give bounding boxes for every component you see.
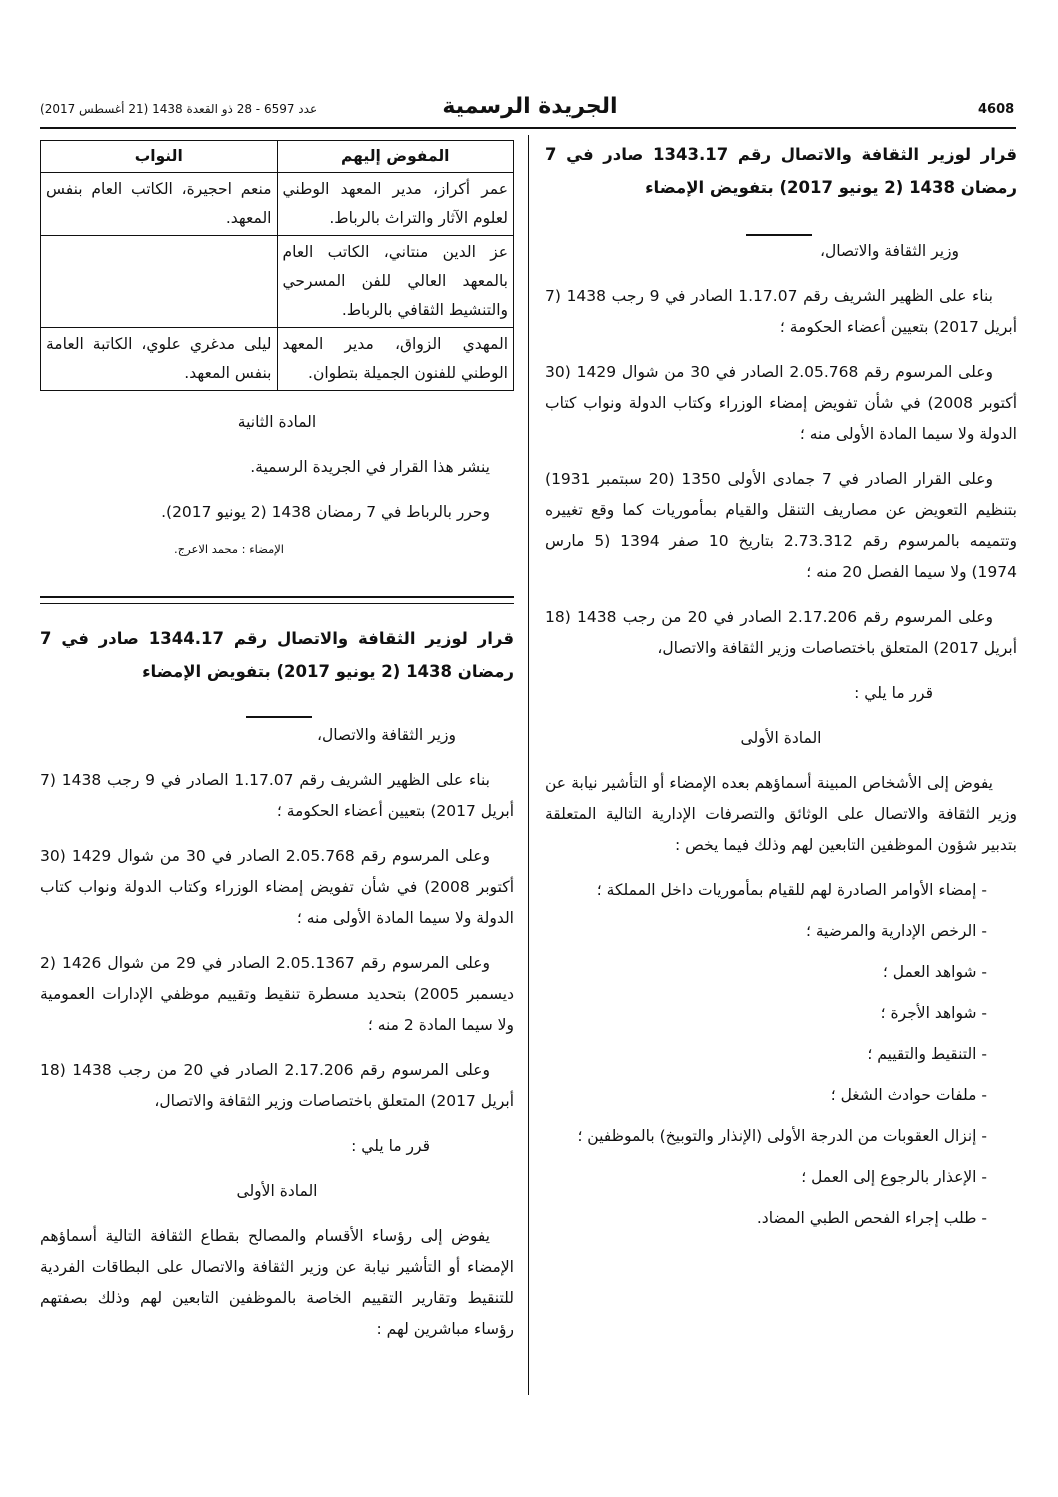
decision-1-article-2-heading: المادة الثانية — [237, 413, 317, 431]
decision-2-minister: وزير الثقافة والاتصال، — [316, 726, 456, 744]
gazette-title: الجريدة الرسمية — [442, 94, 618, 119]
decision-separator — [40, 596, 514, 604]
table-cell-delegate: عمر أكراز، مدير المعهد الوطني لعلوم الآثار والتراث بالرباط. — [277, 173, 514, 236]
decision-1-done-at: وحرر بالرباط في 7 رمضان 1438 (2 يونيو 2017). — [161, 503, 490, 521]
table-row — [41, 236, 514, 328]
decision-1-signature: الإمضاء : محمد الاعرج. — [174, 542, 284, 556]
decision-2-consideration-4: وعلى المرسوم رقم 2.17.206 الصادر في 20 من رجب 1438 (18 أبريل 2017) المتعلق باختصاصات وزير الثقافة والاتصال، — [40, 1061, 514, 1110]
decision-2-consideration-2: وعلى المرسوم رقم 2.05.768 الصادر في 30 من شوال 1429 (30 أكتوبر 2008) في شأن تفويض إمضاء الوزراء وكتاب الدولة ونواب كتاب الدولة ولا سيما المادة الأولى منه ؛ — [40, 847, 514, 927]
list-item: - طلب إجراء الفحص الطبي المضاد. — [756, 1209, 987, 1227]
table-cell-deputy: ليلى مدغري علوي، الكاتبة العامة بنفس المعهد. — [41, 328, 278, 391]
decision-1-consideration-3: وعلى القرار الصادر في 7 جمادى الأولى 1350 (20 سبتمبر 1931) بتنظيم التعويض عن مصاريف التنقل والقيام بمأموريات كما وقع تغييره وتتميمه بالمرسوم رقم 2.73.312 بتاريخ 10 صفر 1394 (5 مارس 1974) ولا سيما الفصل 20 منه ؛ — [545, 470, 1017, 581]
decision-1-article-2-text: ينشر هذا القرار في الجريدة الرسمية. — [250, 458, 490, 476]
decision-2-consideration-1: بناء على الظهير الشريف رقم 1.17.07 الصادر في 9 رجب 1438 (7 أبريل 2017) بتعيين أعضاء الحكومة ؛ — [40, 771, 514, 820]
list-item: - شواهد الأجرة ؛ — [880, 1004, 987, 1022]
list-item: - شواهد العمل ؛ — [882, 963, 987, 981]
table-header-deputies: النواب — [41, 141, 278, 173]
header-rule — [40, 127, 1016, 129]
decision-1-article-1-heading: المادة الأولى — [740, 729, 822, 747]
list-item: - إنزال العقوبات من الدرجة الأولى (الإنذار والتوبيخ) بالموظفين ؛ — [577, 1127, 987, 1145]
title-underline — [246, 716, 312, 718]
list-item: - إمضاء الأوامر الصادرة لهم للقيام بمأموريات داخل المملكة ؛ — [596, 881, 987, 899]
table-cell-deputy — [41, 236, 278, 328]
table-cell-deputy: منعم احجيرة، الكاتب العام بنفس المعهد. — [41, 173, 278, 236]
table-cell-delegate: المهدي الزواق، مدير المعهد الوطني للفنون الجميلة بتطوان. — [277, 328, 514, 391]
list-item: - التنقيط والتقييم ؛ — [867, 1045, 987, 1063]
page-number: 4608 — [978, 102, 1015, 117]
decision-2-article-1-text: يفوض إلى رؤساء الأقسام والمصالح بقطاع الثقافة التالية أسماؤهم الإمضاء أو التأشير نيابة عن وزير الثقافة والاتصال على البطاقات الفردية للتنقيط وتقارير التقييم الخاصة بالموظفين التابعين لهم وذلك بصفتهم رؤساء مباشرين لهم : — [40, 1227, 514, 1338]
issue-info: عدد 6597 - 28 ذو القعدة 1438 (21 أغسطس 2017) — [40, 102, 318, 116]
table-header-delegates: المفوض إليهم — [277, 141, 514, 173]
decision-1-consideration-1: بناء على الظهير الشريف رقم 1.17.07 الصادر في 9 رجب 1438 (7 أبريل 2017) بتعيين أعضاء الحكومة ؛ — [545, 287, 1017, 336]
decision-1-article-1-text: يفوض إلى الأشخاص المبينة أسماؤهم بعده الإمضاء أو التأشير نيابة عن وزير الثقافة والاتصال على الوثائق والتصرفات الإدارية التالية المتعلقة بتدبير شؤون الموظفين التابعين لهم وذلك فيما يخص : — [545, 774, 1017, 854]
list-item: - الرخص الإدارية والمرضية ؛ — [805, 922, 987, 940]
decision-1-decides: قرر ما يلي : — [854, 684, 933, 702]
decision-1-title: قرار لوزير الثقافة والاتصال رقم 1343.17 صادر في 7 رمضان 1438 (2 يونيو 2017) بتفويض الإمضاء — [545, 145, 1017, 197]
decision-1-minister: وزير الثقافة والاتصال، — [819, 242, 959, 260]
decision-1-consideration-4: وعلى المرسوم رقم 2.17.206 الصادر في 20 من رجب 1438 (18 أبريل 2017) المتعلق باختصاصات وزير الثقافة والاتصال، — [545, 608, 1017, 657]
delegation-table — [40, 140, 514, 391]
table-row — [41, 328, 514, 391]
decision-1-consideration-2: وعلى المرسوم رقم 2.05.768 الصادر في 30 من شوال 1429 (30 أكتوبر 2008) في شأن تفويض إمضاء الوزراء وكتاب الدولة ونواب كتاب الدولة ولا سيما المادة الأولى منه ؛ — [545, 363, 1017, 443]
right-column — [545, 138, 1017, 1244]
decision-2-consideration-3: وعلى المرسوم رقم 2.05.1367 الصادر في 29 من شوال 1426 (2 ديسمبر 2005) بتحديد مسطرة تنقيط وتقييم موظفي الإدارات العمومية ولا سيما المادة 2 منه ؛ — [40, 954, 514, 1034]
left-column — [40, 140, 514, 1359]
table-cell-delegate: عز الدين منتاني، الكاتب العام بالمعهد العالي للفن المسرحي والتنشيط الثقافي بالرباط. — [277, 236, 514, 328]
list-item: - الإعذار بالرجوع إلى العمل ؛ — [801, 1168, 987, 1186]
list-item: - ملفات حوادث الشغل ؛ — [830, 1086, 987, 1104]
decision-2-article-1-heading: المادة الأولى — [236, 1182, 318, 1200]
title-underline — [746, 234, 812, 236]
column-divider — [528, 135, 529, 1395]
decision-2-title: قرار لوزير الثقافة والاتصال رقم 1344.17 صادر في 7 رمضان 1438 (2 يونيو 2017) بتفويض الإمضاء — [40, 629, 514, 681]
table-row — [41, 173, 514, 236]
decision-2-decides: قرر ما يلي : — [351, 1137, 430, 1155]
